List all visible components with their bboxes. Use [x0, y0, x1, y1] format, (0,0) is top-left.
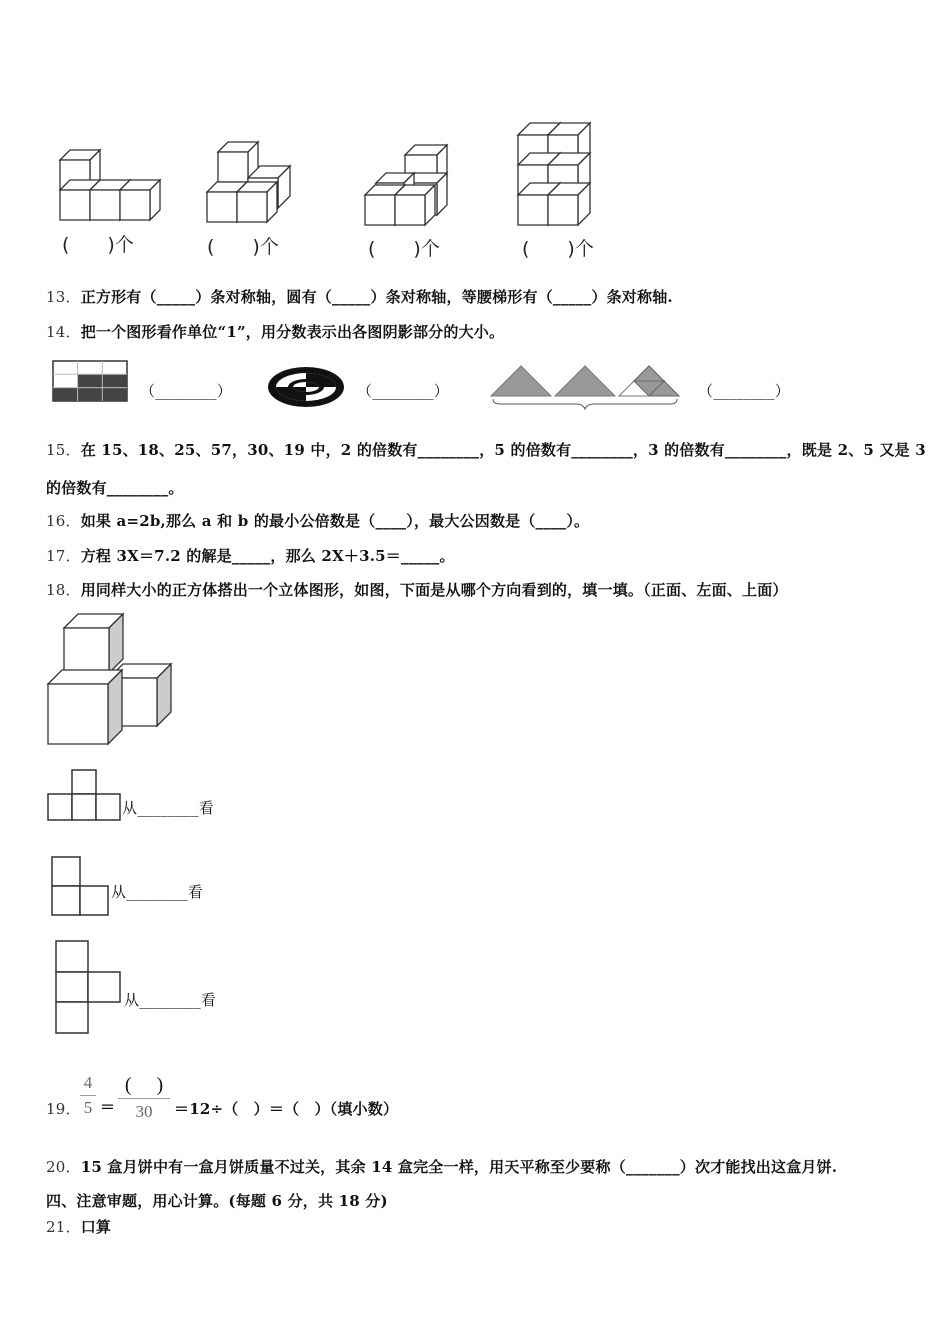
view-3-label[interactable]: 从________看	[124, 991, 217, 1009]
count-label-3: ( )个	[368, 238, 440, 260]
count-label-2: ( )个	[207, 236, 279, 258]
view-3-figure	[54, 939, 134, 1039]
cube	[64, 614, 123, 673]
shaded-target-figure	[267, 366, 347, 410]
question-16: 16．如果 a=2b,那么 a 和 b 的最小公倍数是（____），最大公因数是（____）。	[46, 512, 590, 530]
shaded-triangles-figure	[488, 362, 688, 412]
cube	[237, 182, 277, 222]
cube	[120, 180, 160, 220]
question-20: 20．15 盒月饼中有一盒月饼质量不过关，其余 14 盒完全一样，用天平称至少要称（_______）次才能找出这盒月饼.	[46, 1158, 838, 1176]
solid-figure	[44, 612, 184, 752]
answer-blank-1[interactable]: （________）	[140, 382, 233, 400]
cube	[395, 185, 435, 225]
equals-sign: ＝	[100, 1098, 116, 1116]
view-1-label[interactable]: 从________看	[122, 799, 215, 817]
question-21: 21．口算	[46, 1218, 112, 1236]
fraction-blank-30: ( ) 30	[118, 1068, 170, 1122]
cube	[548, 183, 590, 225]
answer-blank-2[interactable]: （________）	[357, 382, 450, 400]
question-14: 14．把一个图形看作单位“1”，用分数表示出各图阴影部分的大小。	[46, 323, 505, 341]
view-2-label[interactable]: 从________看	[111, 883, 204, 901]
answer-blank-3[interactable]: （________）	[698, 382, 791, 400]
question-19-num: 19．	[46, 1100, 81, 1118]
cube-stack-figures	[0, 0, 950, 260]
question-15: 15．在 15、18、25、57，30、19 中，2 的倍数有________，5 的倍数有________，3 的倍数有________，既是 2、5 又是 3	[46, 441, 926, 459]
question-18: 18．用同样大小的正方体搭出一个立体图形，如图，下面是从哪个方向看到的，填一填。（正面、左面、上面）	[46, 581, 788, 599]
question-17: 17．方程 3X＝7.2 的解是_____，那么 2X＋3.5＝_____。	[46, 547, 455, 565]
question-19-rest: ＝12÷（ ）＝（ ）（填小数）	[174, 1100, 399, 1118]
shaded-grid-figure	[52, 360, 132, 405]
count-label-4: ( )个	[522, 238, 594, 260]
question-15-cont: 的倍数有________。	[46, 479, 184, 497]
fraction-4-5: 4 5	[80, 1073, 96, 1118]
section-4-heading: 四、注意审题，用心计算。(每题 6 分，共 18 分)	[46, 1192, 388, 1210]
count-label-1: ( )个	[62, 234, 134, 256]
question-13: 13．正方形有（_____）条对称轴，圆有（_____）条对称轴，等腰梯形有（_____）条对称轴.	[46, 288, 673, 306]
cube	[48, 670, 122, 744]
view-2-figure	[50, 855, 120, 925]
view-1-figure	[46, 768, 126, 828]
